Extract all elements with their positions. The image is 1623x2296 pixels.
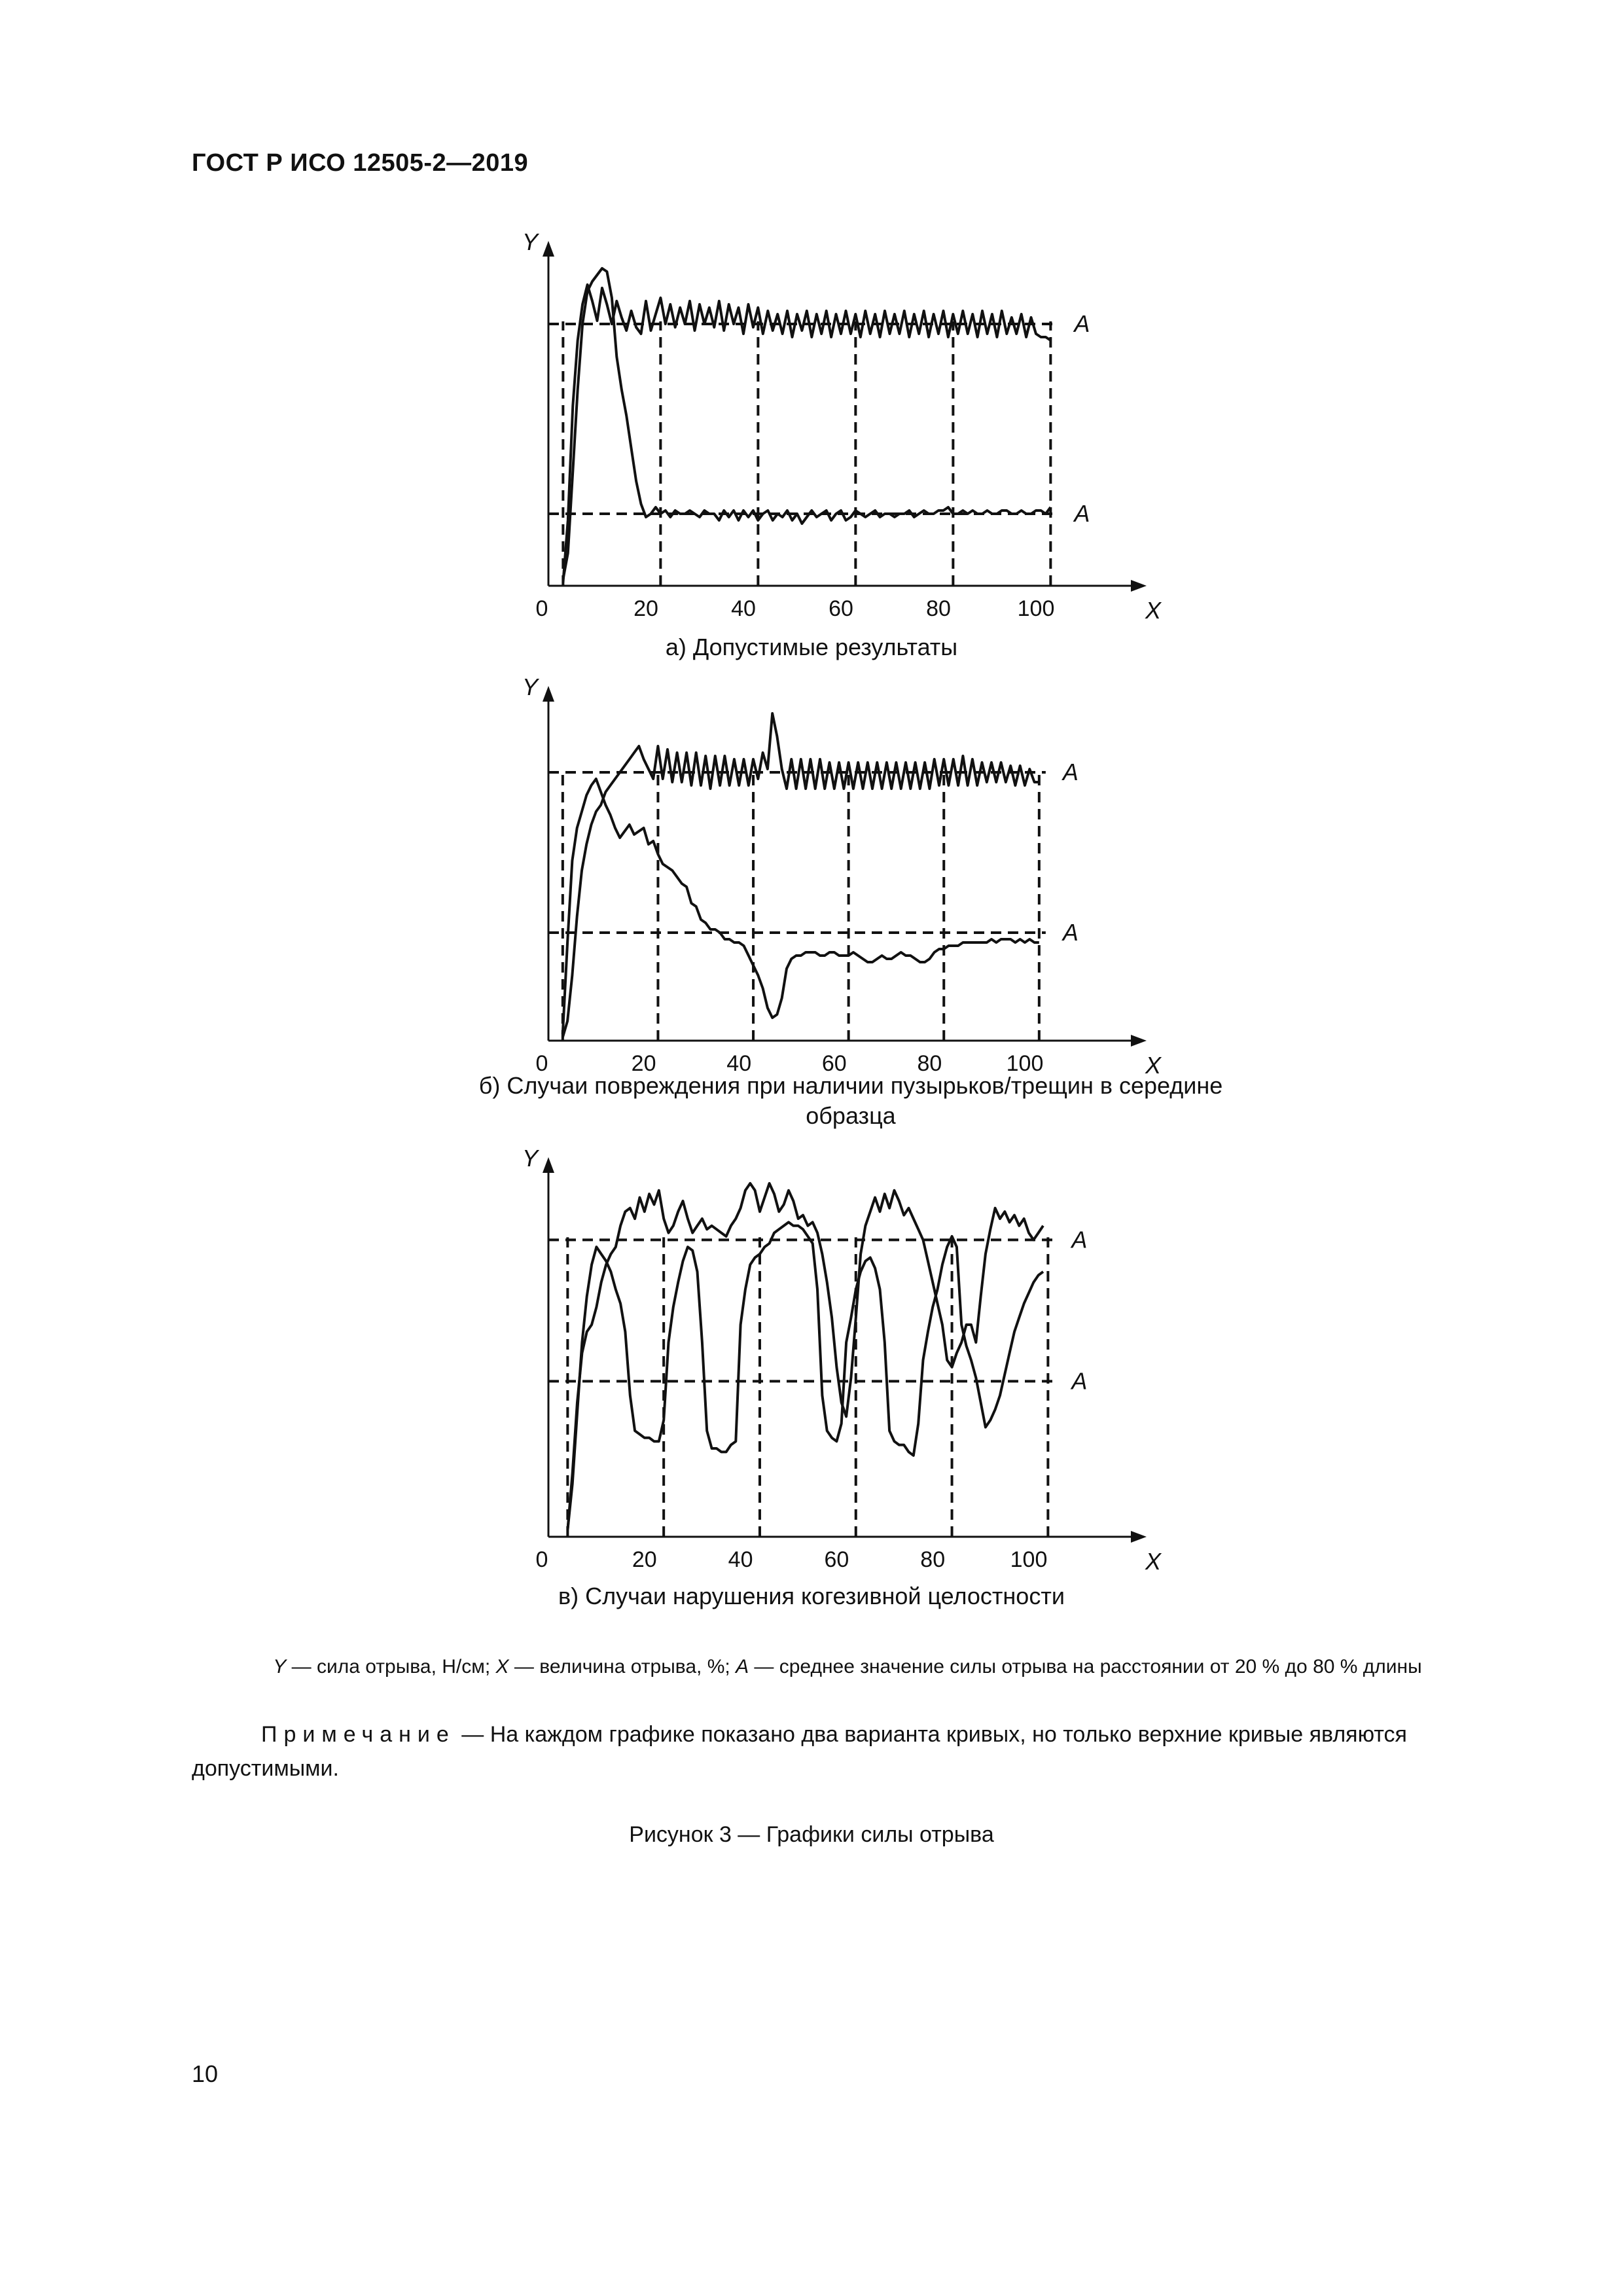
note-text: — На каждом графике показано два варианта кривых, но только верхние кривые являются допустимыми. [192,1722,1407,1781]
series-line-1 [567,1222,1043,1530]
x-tick-label: 40 [728,1547,753,1572]
x-tick-label: 60 [829,596,853,621]
x-axis-label: X [1145,1548,1162,1575]
y-axis-arrow [543,241,554,257]
note-heading: Примечание [261,1722,455,1747]
x-axis-arrow [1131,1531,1147,1543]
chart-c-caption: в) Случаи нарушения когезивной целостности [558,1583,1065,1609]
x-tick-label: 20 [632,1547,657,1572]
series-line-2 [567,1183,1043,1530]
x-tick-label: 40 [731,596,756,621]
x-tick-label: 40 [726,1051,752,1076]
x-tick-label: 0 [535,1547,548,1572]
series-line-2 [563,285,1050,583]
y-axis-label: Y [522,228,539,255]
legend-y-text: — сила отрыва, Н/см; [286,1656,496,1677]
legend-x-text: — величина отрыва, %; [508,1656,736,1677]
chart-b-caption-text: б) Случаи повреждения при наличии пузырьков/трещин в середине образца [478,1072,1223,1129]
x-axis-label: X [1145,597,1162,624]
x-axis-arrow [1131,1035,1147,1047]
figure-title: Рисунок 3 — Графики силы отрыва [629,1822,994,1847]
legend-a-symbol: A [736,1656,749,1677]
chart-c [0,1139,1623,1584]
legend-a-text: — среднее значение силы отрыва на расстоянии от 20 % до 80 % длины [749,1656,1422,1677]
note [192,1717,1494,1785]
x-tick-label: 20 [633,596,658,621]
axis-legend [196,1656,1499,1678]
reference-label-a: A [1074,310,1090,337]
chart-c-svg [0,1139,1623,1584]
x-tick-label: 60 [824,1547,849,1572]
series-line-2 [563,713,1039,1037]
x-tick-label: 100 [1017,596,1055,621]
reference-label-a: A [1074,500,1090,527]
document-header: ГОСТ Р ИСО 12505-2—2019 [192,149,529,177]
chart-b [0,668,1623,1100]
series-line-1 [563,779,1039,1034]
chart-a-svg [0,223,1623,641]
chart-b-svg [0,668,1623,1100]
x-tick-label: 80 [926,596,951,621]
legend-y-symbol: Y [273,1656,287,1677]
y-axis-label: Y [522,1145,539,1172]
x-tick-label: 100 [1010,1547,1048,1572]
x-tick-label: 80 [920,1547,946,1572]
x-tick-label: 100 [1006,1051,1044,1076]
y-axis-arrow [543,1157,554,1173]
page-number: 10 [192,2060,219,2087]
chart-b-caption [458,1071,1243,1131]
reference-label-a: A [1071,1367,1088,1395]
y-axis-arrow [543,686,554,702]
x-tick-label: 20 [631,1051,656,1076]
x-tick-label: 0 [535,1051,548,1076]
chart-a-caption: а) Допустимые результаты [665,634,958,660]
x-axis-label: X [1145,1052,1162,1079]
reference-label-a: A [1062,919,1079,946]
chart-a [0,223,1623,641]
reference-label-a: A [1062,759,1079,785]
y-axis-label: Y [522,673,539,700]
reference-label-a: A [1071,1226,1088,1253]
x-tick-label: 60 [821,1051,847,1076]
legend-x-symbol: X [495,1656,509,1677]
x-axis-arrow [1131,580,1147,592]
x-tick-label: 0 [535,596,548,621]
x-tick-label: 80 [917,1051,942,1076]
